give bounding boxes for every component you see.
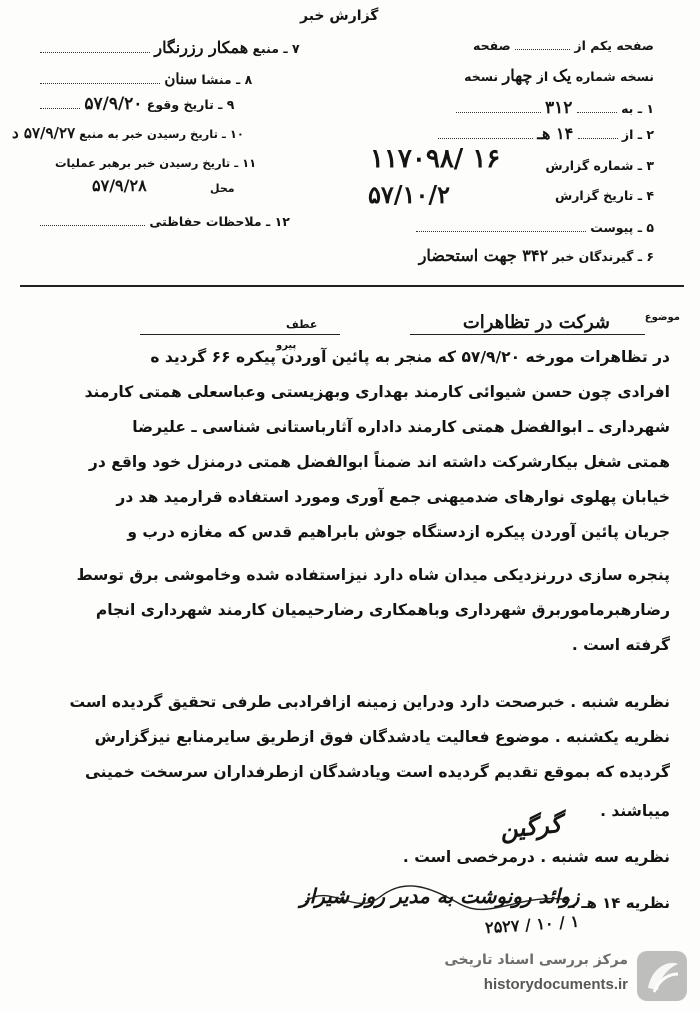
opinion-line: نظریه شنبه . خبرصحت دارد ودراین زمینه ازافرادبی طرفی تحقیق گردیده است bbox=[69, 693, 670, 711]
opinion-tuesday: نظریه سه شنبه . درمرخصی است . bbox=[402, 848, 670, 866]
opinion-final-value: زوائد رونوشت به مدیر روز شیراز bbox=[300, 884, 580, 908]
field-source-receive-date: ۱۰ ـ تاریخ رسیدن خبر به منبع ۵۷/۹/۲۷ د bbox=[12, 124, 244, 142]
field-from: ۲ ـ از ۱۴ هـ bbox=[438, 124, 654, 143]
header-separator bbox=[20, 285, 684, 287]
field-security-notes: ۱۲ ـ ملاحظات حفاظتی bbox=[40, 214, 290, 229]
body-line: جریان پائین آوردن پیکره ازدستگاه جوش بابراهیم قدس که مغازه درب و bbox=[127, 523, 670, 541]
subject-label: موضوع bbox=[644, 312, 680, 323]
handwriting-strokes bbox=[300, 872, 580, 922]
opinion-line: میباشند . bbox=[600, 802, 670, 820]
body-line: افرادی چون حسن شیوائی کارمند بهداری وبهزیستی وعباسعلی همتی کارمند bbox=[84, 383, 670, 401]
opinion-line: گردیده که بموقع تقدیم گردیده است ویادشدگان ازطرفداران سرسخت خمینی bbox=[84, 763, 670, 781]
reference-underline bbox=[140, 334, 340, 335]
body-line: شهرداری ـ ابوالفضل همتی کارمند داداره آثارباستانی شناسی ـ علیرضا bbox=[132, 418, 670, 436]
body-line: رضارهبرماموربرق شهرداری وباهمکاری رضارحیمیان کارمند شهرداری انجام bbox=[95, 601, 670, 619]
field-to: ۱ ـ به ۳۱۲ bbox=[456, 98, 654, 118]
body-line: در تظاهرات مورخه ۵۷/۹/۲۰ که منجر به پائین آوردن پیکره ۶۶ گردید ه bbox=[150, 348, 670, 366]
report-date-value: ۵۷/۱۰/۲ bbox=[368, 180, 450, 209]
archive-watermark bbox=[400, 948, 690, 1006]
field-operations-receive-date: ۱۱ ـ تاریخ رسیدن خبر برهبر عملیات bbox=[55, 156, 257, 170]
opinions-block bbox=[25, 685, 670, 829]
watermark-org: مرکز بررسی اسناد تاریخی bbox=[444, 952, 628, 968]
page-title: گزارش خبر bbox=[300, 8, 379, 24]
operations-receive-date-value: ۵۷/۹/۲۸ bbox=[92, 176, 147, 195]
field-copy-number: نسخه شماره یک از چهار نسخه bbox=[464, 66, 654, 85]
body-line: گرفته است . bbox=[571, 636, 670, 654]
field-event-date: ۹ ـ تاریخ وقوع ۵۷/۹/۲۰ bbox=[40, 94, 234, 114]
body-line: خیابان پهلوی نوارهای ضدمیهنی جمع آوری ومورد استفاده قرارمید هد در bbox=[116, 488, 670, 506]
field-report-number: ۳ ـ شماره گزارش bbox=[545, 158, 654, 173]
subject-underline bbox=[410, 334, 645, 335]
watermark-site: historydocuments.ir bbox=[483, 976, 628, 993]
field-location: محل bbox=[210, 182, 235, 195]
report-number-value: ۱۱۷۰۹۸/ ۱۶ bbox=[370, 144, 501, 174]
signature-gorgin: گرگین bbox=[498, 808, 563, 845]
field-origin: ۸ ـ منشا سنان bbox=[40, 70, 252, 88]
body-line: همتی شغل بیکارشرکت داشته اند ضمناً ابوالفضل همتی درمنزل خود واقع در bbox=[88, 453, 670, 471]
field-attachment: ۵ ـ پیوست bbox=[416, 220, 654, 235]
report-body bbox=[25, 340, 670, 663]
archive-number: ۲۵۲۷ / ۱۰ / ۱ bbox=[484, 911, 580, 938]
reference-value: پیرو bbox=[276, 340, 297, 351]
field-report-date: ۴ ـ تاریخ گزارش bbox=[554, 188, 654, 203]
field-source: ۷ ـ منبع همکار رزرنگار bbox=[40, 38, 300, 57]
opinion-final-label: نظریه ۱۴ هـ . bbox=[570, 894, 670, 912]
reference-label: عطف bbox=[286, 318, 318, 331]
archive-logo-icon bbox=[634, 948, 690, 1004]
field-recipients: ۶ ـ گیرندگان خبر ۳۴۲ جهت استحضار bbox=[418, 246, 654, 265]
body-line: پنجره سازی دررنزدیکی میدان شاه دارد نیزاستفاده شده وخاموشی برق توسط bbox=[76, 566, 670, 584]
subject-value: شرکت در تظاهرات bbox=[462, 312, 610, 333]
field-page: صفحه یکم از صفحه bbox=[472, 38, 654, 53]
opinion-line: نظریه یکشنبه . موضوع فعالیت یادشدگان فوق ازطریق سایرمنابع نیزگزارش bbox=[94, 728, 670, 746]
